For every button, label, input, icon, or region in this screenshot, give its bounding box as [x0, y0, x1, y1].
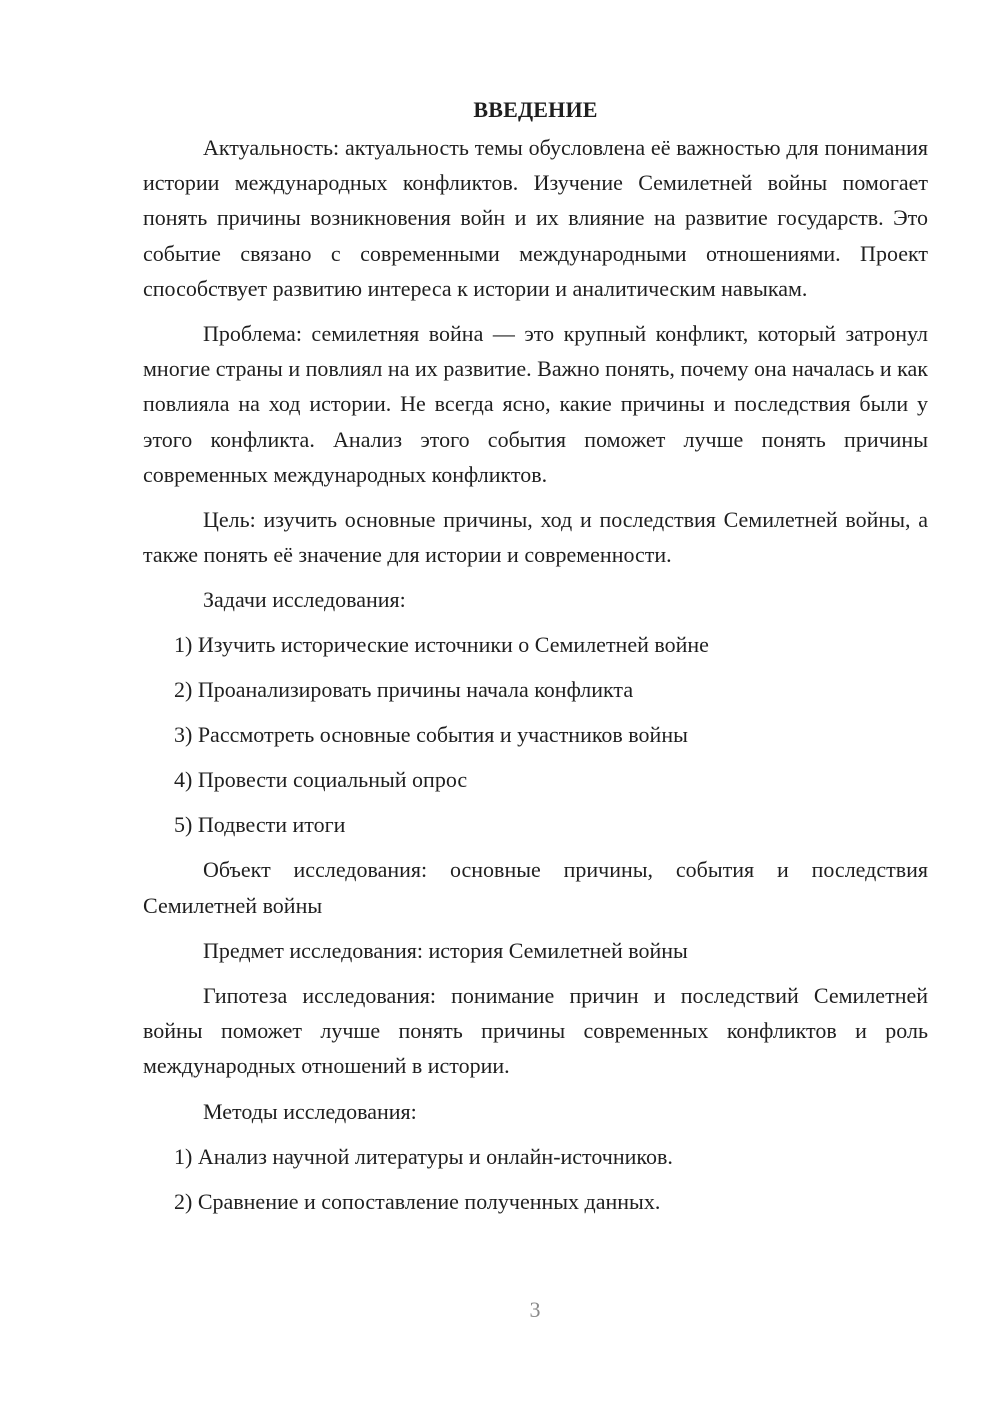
methods-label: Методы исследования: — [203, 1098, 417, 1124]
object-paragraph: Объект исследования: основные причины, события и последствия Семилетней войны — [143, 857, 928, 918]
subject-paragraph: Предмет исследования: история Семилетней войны — [203, 937, 688, 963]
page-number: 3 — [529, 1297, 541, 1322]
tasks-label: Задачи исследования: — [203, 587, 406, 613]
task-item: 1) Изучить исторические источники о Семилетней войне — [174, 632, 709, 658]
goal-paragraph: Цель: изучить основные причины, ход и последствия Семилетней войны, а также понять её значение для истории и современности. — [143, 507, 928, 568]
problem-paragraph: Проблема: семилетняя война — это крупный конфликт, который затронул многие страны и повлиял на их развитие. Важно понять, почему она началась и как повлияла на ход истории. Не всегда ясно, какие причины и последствия были у этого конфликта. Анализ этого события поможет лучше понять причины современных международных конфликтов. — [143, 321, 928, 487]
page-title: ВВЕДЕНИЕ — [473, 97, 598, 122]
relevance-paragraph: Актуальность: актуальность темы обусловлена её важностью для понимания истории международных конфликтов. Изучение Семилетней войны помогает понять причины возникновения войн и их влияние на развитие государств. Это событие связано с современными международными отношениями. Проект способствует развитию интереса к истории и аналитическим навыкам. — [143, 135, 928, 301]
task-item: 4) Провести социальный опрос — [174, 767, 468, 793]
hypothesis-paragraph: Гипотеза исследования: понимание причин и последствий Семилетней войны поможет лучше понять причины современных конфликтов и роль международных отношений в истории. — [143, 983, 928, 1079]
method-item: 2) Сравнение и сопоставление полученных данных. — [174, 1188, 661, 1214]
task-item: 5) Подвести итоги — [174, 812, 346, 838]
document-page — [143, 92, 928, 1229]
task-item: 3) Рассмотреть основные события и участников войны — [174, 722, 688, 748]
method-item: 1) Анализ научной литературы и онлайн-источников. — [174, 1143, 673, 1169]
task-item: 2) Проанализировать причины начала конфликта — [174, 677, 634, 703]
